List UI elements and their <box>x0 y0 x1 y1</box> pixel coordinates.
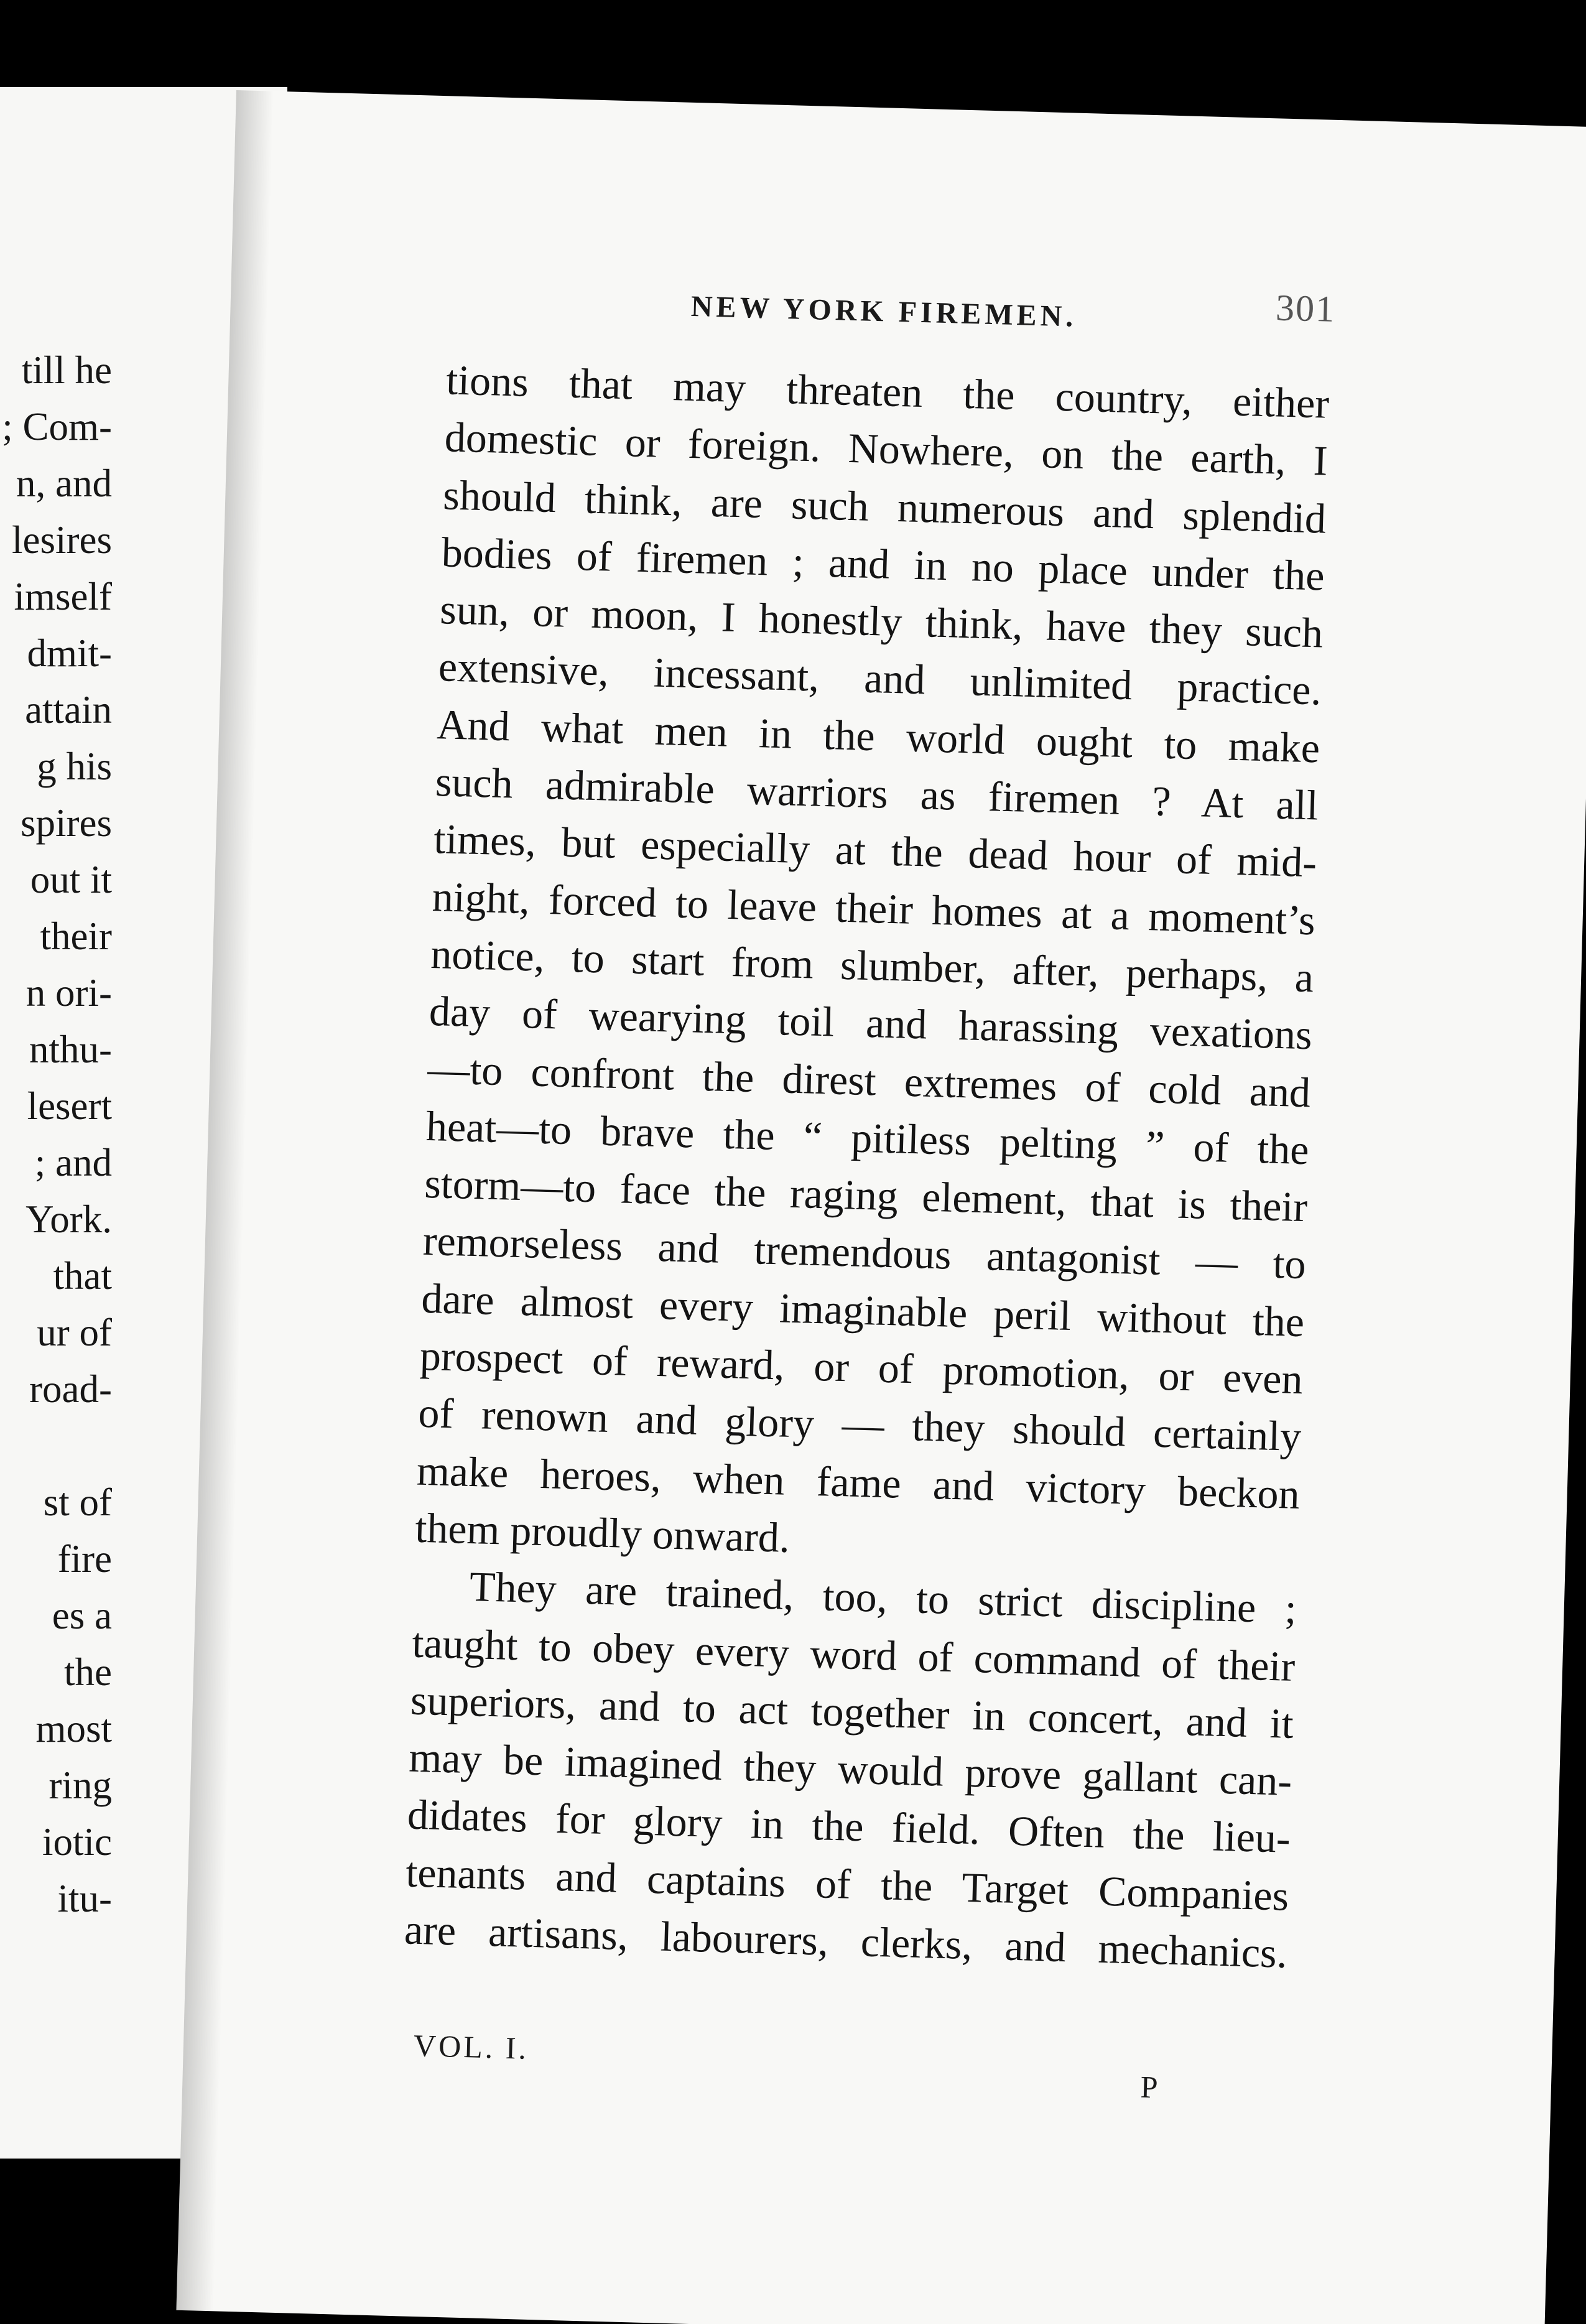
left-line: till he <box>21 348 112 392</box>
left-line: lesires <box>12 518 112 562</box>
left-line: most <box>35 1707 112 1750</box>
left-line: fire <box>57 1537 112 1581</box>
left-line: out it <box>30 858 112 901</box>
left-line: York. <box>26 1197 112 1241</box>
left-line: n ori- <box>26 971 112 1015</box>
body-line: extensive, incessant, and unlimited practice. <box>438 643 1322 715</box>
body-line: times, but especially at the dead hour of mid- <box>433 815 1318 886</box>
left-line: ring <box>49 1764 112 1807</box>
left-line: nthu- <box>29 1028 112 1071</box>
body-line: should think, are such numerous and splendid <box>442 470 1327 542</box>
right-book-page <box>176 90 1586 2324</box>
body-line: prospect of reward, or of promotion, or even <box>419 1331 1304 1403</box>
body-line: —to confront the direst extremes of cold and <box>427 1044 1312 1116</box>
body-line: tions that may threaten the country, either <box>445 356 1330 427</box>
left-line: that <box>53 1254 112 1298</box>
body-line: storm—to face the raging element, that is their <box>424 1159 1309 1231</box>
scan-speck <box>1337 25 1362 44</box>
signature-volume-mark: VOL. I. <box>413 2027 529 2066</box>
body-line: are artisans, labourers, clerks, and mechanics. <box>404 1905 1288 1977</box>
left-line: ; and <box>34 1141 112 1184</box>
left-line: iotic <box>42 1820 112 1864</box>
body-line: may be imagined they would prove gallant can- <box>408 1733 1293 1805</box>
left-line <box>0 1418 112 1474</box>
left-line: spires <box>21 801 112 845</box>
left-line: lesert <box>27 1084 112 1128</box>
body-line: night, forced to leave their homes at a moment’s <box>432 872 1316 944</box>
running-head: NEW YORK FIREMEN. <box>690 289 1078 333</box>
page-number: 301 <box>1275 287 1337 330</box>
body-line: day of wearying toil and harassing vexations <box>429 987 1313 1059</box>
paragraph-start-line: They are trained, too, to strict discipline ; <box>469 1563 1297 1633</box>
left-line: imself <box>14 575 112 618</box>
body-line: tenants and captains of the Target Companies <box>405 1848 1290 1920</box>
body-text <box>404 351 1330 1982</box>
left-page-text <box>0 342 112 1927</box>
body-line: And what men in the world ought to make <box>436 700 1321 772</box>
body-line: bodies of firemen ; and in no place under the <box>441 528 1325 600</box>
left-line: itu- <box>57 1877 112 1920</box>
body-line: superiors, and to act together in concert, and it <box>410 1676 1294 1747</box>
left-line: the <box>64 1650 112 1694</box>
left-line: ur of <box>37 1311 112 1354</box>
body-line: domestic or foreign. Nowhere, on the earth, I <box>444 413 1329 485</box>
body-line: taught to obey every word of command of their <box>411 1619 1296 1690</box>
left-line: attain <box>25 688 112 732</box>
body-line: make heroes, when fame and victory beckon <box>416 1446 1301 1518</box>
left-line: road- <box>29 1367 112 1411</box>
left-line: ; Com- <box>2 405 112 449</box>
body-line: of renown and glory — they should certainly <box>417 1389 1302 1461</box>
left-line: g his <box>37 745 112 788</box>
body-line: remorseless and tremendous antagonist — to <box>422 1217 1307 1288</box>
body-line: didates for glory in the field. Often the lieu- <box>407 1790 1291 1862</box>
scan-speck <box>1026 59 1070 93</box>
left-line: their <box>40 914 112 958</box>
left-line: es a <box>52 1594 112 1637</box>
signature-letter-mark: P <box>1139 2069 1159 2105</box>
body-line: notice, to start from slumber, after, perhaps, a <box>430 929 1315 1002</box>
body-line: sun, or moon, I honestly think, have they such <box>439 585 1324 657</box>
left-line: n, and <box>16 462 112 505</box>
body-line: dare almost every imaginable peril without the <box>420 1274 1305 1346</box>
scan-speck <box>1095 81 1169 106</box>
body-line: them proudly onward. <box>414 1504 791 1561</box>
body-line: such admirable warriors as firemen ? At all <box>435 758 1319 829</box>
body-line: heat—to brave the “ pitiless pelting ” of the <box>425 1102 1310 1174</box>
left-line: st of <box>43 1480 112 1524</box>
left-line: dmit- <box>27 631 112 675</box>
